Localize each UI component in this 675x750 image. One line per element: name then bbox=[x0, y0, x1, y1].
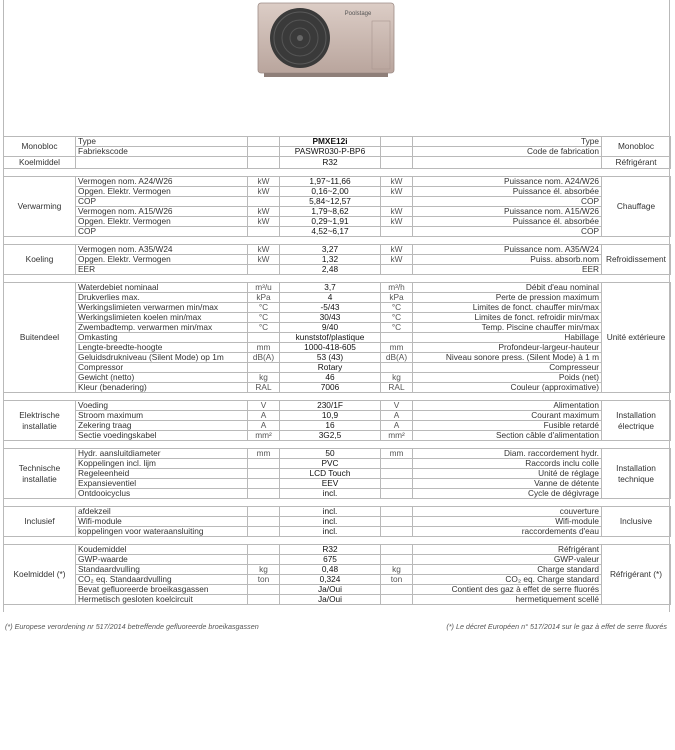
unit-nl: dB(A) bbox=[248, 353, 280, 363]
unit-fr: °C bbox=[381, 313, 413, 323]
table-row bbox=[4, 177, 671, 187]
label-fr: Réfrigérant bbox=[413, 545, 602, 555]
value: incl. bbox=[280, 527, 381, 537]
unit-nl bbox=[248, 595, 280, 605]
unit-nl bbox=[248, 363, 280, 373]
label-nl: Standaardvulling bbox=[76, 565, 248, 575]
label-nl: Koppelingen incl. lijm bbox=[76, 459, 248, 469]
section-label-fr: Unité extérieure bbox=[602, 283, 671, 393]
section-gap bbox=[4, 275, 671, 283]
label-nl: Wifi-module bbox=[76, 517, 248, 527]
value: 16 bbox=[280, 421, 381, 431]
label-nl: Opgen. Elektr. Vermogen bbox=[76, 187, 248, 197]
unit-fr: kW bbox=[381, 177, 413, 187]
value: 5,84~12,57 bbox=[280, 197, 381, 207]
value: kunststof/plastique bbox=[280, 333, 381, 343]
section-gap bbox=[4, 169, 671, 177]
section-gap bbox=[4, 237, 671, 245]
table-row bbox=[4, 527, 671, 537]
table-row bbox=[4, 255, 671, 265]
table-row bbox=[4, 197, 671, 207]
label-nl: Koudemiddel bbox=[76, 545, 248, 555]
unit-nl bbox=[248, 147, 280, 157]
value: R32 bbox=[280, 157, 381, 169]
table-row bbox=[4, 469, 671, 479]
label-fr: Couleur (approximative) bbox=[413, 383, 602, 393]
value: PASWR030-P-BP6 bbox=[280, 147, 381, 157]
value: EEV bbox=[280, 479, 381, 489]
unit-nl bbox=[248, 517, 280, 527]
unit-fr bbox=[381, 459, 413, 469]
label-nl: Vermogen nom. A24/W26 bbox=[76, 177, 248, 187]
table-row bbox=[4, 157, 671, 169]
label-nl: Opgen. Elektr. Vermogen bbox=[76, 217, 248, 227]
label-nl: Kleur (benadering) bbox=[76, 383, 248, 393]
label-fr bbox=[413, 157, 602, 169]
section-label-nl: Technische installatie bbox=[4, 449, 76, 499]
value: 230/1F bbox=[280, 401, 381, 411]
footnote-right: (*) Le décret Européen n° 517/2014 sur le gaz à effet de serre fluorés bbox=[446, 622, 667, 631]
unit-fr bbox=[381, 197, 413, 207]
value: 3G2,5 bbox=[280, 431, 381, 441]
unit-nl bbox=[248, 489, 280, 499]
unit-fr: kW bbox=[381, 255, 413, 265]
unit-nl: kg bbox=[248, 373, 280, 383]
gap-cell bbox=[4, 537, 671, 545]
label-fr: Puissance nom. A15/W26 bbox=[413, 207, 602, 217]
value: R32 bbox=[280, 545, 381, 555]
table-row bbox=[4, 147, 671, 157]
label-fr: couverture bbox=[413, 507, 602, 517]
label-fr: Unité de réglage bbox=[413, 469, 602, 479]
label-nl: Opgen. Elektr. Vermogen bbox=[76, 255, 248, 265]
value: 9/40 bbox=[280, 323, 381, 333]
table-row bbox=[4, 507, 671, 517]
label-nl: Voeding bbox=[76, 401, 248, 411]
label-nl: Sectie voedingskabel bbox=[76, 431, 248, 441]
label-nl bbox=[76, 157, 248, 169]
label-fr: Puissance él. absorbée bbox=[413, 217, 602, 227]
label-fr: Limites de fonct. refroidir min/max bbox=[413, 313, 602, 323]
unit-fr bbox=[381, 469, 413, 479]
label-nl: Expansieventiel bbox=[76, 479, 248, 489]
unit-fr bbox=[381, 545, 413, 555]
table-row bbox=[4, 489, 671, 499]
section-label-fr: Monobloc bbox=[602, 137, 671, 157]
label-nl: Lengte-breedte-hoogte bbox=[76, 343, 248, 353]
table-row bbox=[4, 227, 671, 237]
unit-fr bbox=[381, 227, 413, 237]
value: 1000-418-605 bbox=[280, 343, 381, 353]
label-nl: Ontdooicyclus bbox=[76, 489, 248, 499]
label-fr: Alimentation bbox=[413, 401, 602, 411]
label-fr: Puiss. absorb.nom bbox=[413, 255, 602, 265]
label-nl: Type bbox=[76, 137, 248, 147]
unit-fr: °C bbox=[381, 323, 413, 333]
label-nl: Waterdebiet nominaal bbox=[76, 283, 248, 293]
unit-nl: mm² bbox=[248, 431, 280, 441]
brand-logo: Poolstage bbox=[344, 11, 372, 17]
label-nl: Zekering traag bbox=[76, 421, 248, 431]
table-row bbox=[4, 411, 671, 421]
label-nl: Werkingslimieten koelen min/max bbox=[76, 313, 248, 323]
section-gap bbox=[4, 537, 671, 545]
label-fr: Code de fabrication bbox=[413, 147, 602, 157]
unit-nl bbox=[248, 545, 280, 555]
label-nl: CO₂ eq. Standaardvulling bbox=[76, 575, 248, 585]
label-nl: Drukverlies max. bbox=[76, 293, 248, 303]
unit-nl bbox=[248, 479, 280, 489]
table-row bbox=[4, 245, 671, 255]
label-fr: CO₂ eq. Charge standard bbox=[413, 575, 602, 585]
table-row bbox=[4, 575, 671, 585]
label-nl: Omkasting bbox=[76, 333, 248, 343]
value: Ja/Oui bbox=[280, 595, 381, 605]
value: incl. bbox=[280, 517, 381, 527]
unit-fr: kW bbox=[381, 217, 413, 227]
unit-fr bbox=[381, 489, 413, 499]
unit-fr: kPa bbox=[381, 293, 413, 303]
label-fr: Perte de pression maximum bbox=[413, 293, 602, 303]
unit-nl: kW bbox=[248, 255, 280, 265]
table-row bbox=[4, 555, 671, 565]
gap-cell bbox=[4, 499, 671, 507]
table-row bbox=[4, 517, 671, 527]
unit-fr bbox=[381, 595, 413, 605]
unit-nl bbox=[248, 197, 280, 207]
table-row bbox=[4, 323, 671, 333]
unit-nl bbox=[248, 585, 280, 595]
unit-nl: kg bbox=[248, 565, 280, 575]
unit-fr: mm bbox=[381, 449, 413, 459]
section-label-nl: Elektrische installatie bbox=[4, 401, 76, 441]
value: LCD Touch bbox=[280, 469, 381, 479]
section-label-nl: Verwarming bbox=[4, 177, 76, 237]
value: 4 bbox=[280, 293, 381, 303]
unit-nl bbox=[248, 527, 280, 537]
label-nl: Fabriekscode bbox=[76, 147, 248, 157]
unit-nl: kW bbox=[248, 187, 280, 197]
label-fr: Temp. Piscine chauffer min/max bbox=[413, 323, 602, 333]
section-label-nl: Monobloc bbox=[4, 137, 76, 157]
value: Rotary bbox=[280, 363, 381, 373]
unit-fr: V bbox=[381, 401, 413, 411]
unit-fr: °C bbox=[381, 303, 413, 313]
label-fr: COP bbox=[413, 227, 602, 237]
value: 2,48 bbox=[280, 265, 381, 275]
unit-fr bbox=[381, 527, 413, 537]
label-nl: Geluidsdrukniveau (Silent Mode) op 1m bbox=[76, 353, 248, 363]
label-fr: Compresseur bbox=[413, 363, 602, 373]
label-fr: Puissance nom. A35/W24 bbox=[413, 245, 602, 255]
unit-nl: mm bbox=[248, 343, 280, 353]
unit-nl bbox=[248, 555, 280, 565]
table-row bbox=[4, 283, 671, 293]
unit-nl: kW bbox=[248, 207, 280, 217]
label-nl: Compressor bbox=[76, 363, 248, 373]
label-fr: Type bbox=[413, 137, 602, 147]
unit-fr bbox=[381, 333, 413, 343]
table-row bbox=[4, 585, 671, 595]
section-label-fr: Installation électrique bbox=[602, 401, 671, 441]
gap-cell bbox=[4, 275, 671, 283]
value: 50 bbox=[280, 449, 381, 459]
table-row bbox=[4, 459, 671, 469]
label-fr: Niveau sonore press. (Silent Mode) à 1 m bbox=[413, 353, 602, 363]
label-fr: Profondeur-largeur-hauteur bbox=[413, 343, 602, 353]
unit-nl: RAL bbox=[248, 383, 280, 393]
table-row bbox=[4, 293, 671, 303]
label-nl: GWP-waarde bbox=[76, 555, 248, 565]
section-label-nl: Buitendeel bbox=[4, 283, 76, 393]
table-row bbox=[4, 479, 671, 489]
label-fr: EER bbox=[413, 265, 602, 275]
section-gap bbox=[4, 499, 671, 507]
unit-fr bbox=[381, 147, 413, 157]
label-nl: EER bbox=[76, 265, 248, 275]
value: 53 (43) bbox=[280, 353, 381, 363]
unit-fr bbox=[381, 507, 413, 517]
table-row bbox=[4, 565, 671, 575]
section-label-nl: Koelmiddel (*) bbox=[4, 545, 76, 605]
label-nl: afdekzeil bbox=[76, 507, 248, 517]
label-fr: Raccords inclu colle bbox=[413, 459, 602, 469]
gap-cell bbox=[4, 237, 671, 245]
unit-nl bbox=[248, 265, 280, 275]
value: Ja/Oui bbox=[280, 585, 381, 595]
spec-table bbox=[3, 136, 671, 605]
label-fr: raccordements d'eau bbox=[413, 527, 602, 537]
unit-fr: kg bbox=[381, 565, 413, 575]
unit-nl bbox=[248, 157, 280, 169]
table-row bbox=[4, 217, 671, 227]
table-row bbox=[4, 187, 671, 197]
table-row bbox=[4, 333, 671, 343]
section-label-fr: Chauffage bbox=[602, 177, 671, 237]
value: PVC bbox=[280, 459, 381, 469]
unit-fr: dB(A) bbox=[381, 353, 413, 363]
unit-nl: °C bbox=[248, 303, 280, 313]
unit-nl bbox=[248, 137, 280, 147]
section-label-nl: Koeling bbox=[4, 245, 76, 275]
unit-fr bbox=[381, 585, 413, 595]
label-nl: Zwembadtemp. verwarmen min/max bbox=[76, 323, 248, 333]
table-row bbox=[4, 431, 671, 441]
value: 3,7 bbox=[280, 283, 381, 293]
unit-fr: RAL bbox=[381, 383, 413, 393]
table-row bbox=[4, 303, 671, 313]
section-label-nl: Inclusief bbox=[4, 507, 76, 537]
section-label-fr: Inclusive bbox=[602, 507, 671, 537]
label-nl: COP bbox=[76, 227, 248, 237]
unit-fr bbox=[381, 555, 413, 565]
label-fr: Courant maximum bbox=[413, 411, 602, 421]
label-fr: Débit d'eau nominal bbox=[413, 283, 602, 293]
value: 675 bbox=[280, 555, 381, 565]
table-row bbox=[4, 595, 671, 605]
unit-fr: kW bbox=[381, 245, 413, 255]
gap-cell bbox=[4, 169, 671, 177]
unit-fr bbox=[381, 137, 413, 147]
section-gap bbox=[4, 393, 671, 401]
label-fr: Limites de fonct. chauffer min/max bbox=[413, 303, 602, 313]
label-fr: Section câble d'alimentation bbox=[413, 431, 602, 441]
section-label-fr: Installation technique bbox=[602, 449, 671, 499]
unit-nl bbox=[248, 227, 280, 237]
label-fr: Poids (net) bbox=[413, 373, 602, 383]
value: 1,32 bbox=[280, 255, 381, 265]
label-fr: Charge standard bbox=[413, 565, 602, 575]
value: 0,29~1,91 bbox=[280, 217, 381, 227]
value: 10,9 bbox=[280, 411, 381, 421]
unit-nl bbox=[248, 469, 280, 479]
label-nl: Bevat gefluoreerde broeikasgassen bbox=[76, 585, 248, 595]
fan-hub bbox=[297, 35, 303, 41]
unit-nl: A bbox=[248, 421, 280, 431]
table-row bbox=[4, 207, 671, 217]
value: 0,48 bbox=[280, 565, 381, 575]
table-row bbox=[4, 401, 671, 411]
label-nl: Vermogen nom. A15/W26 bbox=[76, 207, 248, 217]
table-row bbox=[4, 363, 671, 373]
unit-fr bbox=[381, 265, 413, 275]
label-fr: Wifi-module bbox=[413, 517, 602, 527]
unit-fr: kW bbox=[381, 207, 413, 217]
value: 7006 bbox=[280, 383, 381, 393]
label-nl: Stroom maximum bbox=[76, 411, 248, 421]
value: -5/43 bbox=[280, 303, 381, 313]
unit-nl: kW bbox=[248, 177, 280, 187]
value: incl. bbox=[280, 507, 381, 517]
label-fr: Puissance nom. A24/W26 bbox=[413, 177, 602, 187]
label-fr: Vanne de détente bbox=[413, 479, 602, 489]
unit-nl: mm bbox=[248, 449, 280, 459]
label-fr: Fusible retardé bbox=[413, 421, 602, 431]
table-row bbox=[4, 421, 671, 431]
label-nl: Hydr. aansluitdiameter bbox=[76, 449, 248, 459]
table-row bbox=[4, 353, 671, 363]
table-row bbox=[4, 137, 671, 147]
unit-nl: °C bbox=[248, 323, 280, 333]
value: 4,52~6,17 bbox=[280, 227, 381, 237]
unit-fr: A bbox=[381, 421, 413, 431]
label-fr: Cycle de dégivrage bbox=[413, 489, 602, 499]
unit-nl bbox=[248, 507, 280, 517]
section-label-nl: Koelmiddel bbox=[4, 157, 76, 169]
label-nl: Regeleenheid bbox=[76, 469, 248, 479]
unit-nl: kW bbox=[248, 245, 280, 255]
unit-fr: ton bbox=[381, 575, 413, 585]
label-nl: Hermetisch gesloten koelcircuit bbox=[76, 595, 248, 605]
unit-fr bbox=[381, 363, 413, 373]
table-row bbox=[4, 545, 671, 555]
unit-fr: A bbox=[381, 411, 413, 421]
unit-fr: mm bbox=[381, 343, 413, 353]
value: 0,324 bbox=[280, 575, 381, 585]
value: 0,16~2,00 bbox=[280, 187, 381, 197]
section-label-fr: Réfrigérant (*) bbox=[602, 545, 671, 605]
value: 1,79~8,62 bbox=[280, 207, 381, 217]
label-fr: COP bbox=[413, 197, 602, 207]
unit-nl: m³/u bbox=[248, 283, 280, 293]
value: 3,27 bbox=[280, 245, 381, 255]
section-label-fr: Réfrigérant bbox=[602, 157, 671, 169]
value: incl. bbox=[280, 489, 381, 499]
table-row bbox=[4, 373, 671, 383]
label-fr: Puissance él. absorbée bbox=[413, 187, 602, 197]
unit-base bbox=[264, 73, 388, 77]
unit-fr: kW bbox=[381, 187, 413, 197]
value: PMXE12i bbox=[280, 137, 381, 147]
label-nl: Werkingslimieten verwarmen min/max bbox=[76, 303, 248, 313]
label-fr: hermetiquement scellé bbox=[413, 595, 602, 605]
section-gap bbox=[4, 441, 671, 449]
unit-fr: m³/h bbox=[381, 283, 413, 293]
unit-nl: °C bbox=[248, 313, 280, 323]
value: 46 bbox=[280, 373, 381, 383]
gap-cell bbox=[4, 441, 671, 449]
label-fr: GWP-valeur bbox=[413, 555, 602, 565]
unit-nl: kPa bbox=[248, 293, 280, 303]
unit-nl: kW bbox=[248, 217, 280, 227]
label-nl: Gewicht (netto) bbox=[76, 373, 248, 383]
table-row bbox=[4, 449, 671, 459]
table-row bbox=[4, 313, 671, 323]
value: 1,97~11,66 bbox=[280, 177, 381, 187]
unit-fr bbox=[381, 479, 413, 489]
label-nl: Vermogen nom. A35/W24 bbox=[76, 245, 248, 255]
unit-nl: ton bbox=[248, 575, 280, 585]
table-row bbox=[4, 265, 671, 275]
unit-nl bbox=[248, 333, 280, 343]
unit-fr bbox=[381, 157, 413, 169]
value: 30/43 bbox=[280, 313, 381, 323]
gap-cell bbox=[4, 393, 671, 401]
label-fr: Contient des gaz à effet de serre fluorés bbox=[413, 585, 602, 595]
unit-nl: A bbox=[248, 411, 280, 421]
table-row bbox=[4, 343, 671, 353]
heat-pump-image bbox=[254, 1, 398, 79]
unit-nl: V bbox=[248, 401, 280, 411]
unit-nl bbox=[248, 459, 280, 469]
unit-fr: mm² bbox=[381, 431, 413, 441]
label-nl: COP bbox=[76, 197, 248, 207]
label-nl: koppelingen voor wateraansluiting bbox=[76, 527, 248, 537]
label-fr: Diam. raccordement hydr. bbox=[413, 449, 602, 459]
table-row bbox=[4, 383, 671, 393]
section-label-fr: Refroidissement bbox=[602, 245, 671, 275]
unit-fr: kg bbox=[381, 373, 413, 383]
footnote-left: (*) Europese verordening nr 517/2014 betreffende gefluoreerde broeikasgassen bbox=[5, 622, 259, 631]
label-fr: Habillage bbox=[413, 333, 602, 343]
unit-fr bbox=[381, 517, 413, 527]
